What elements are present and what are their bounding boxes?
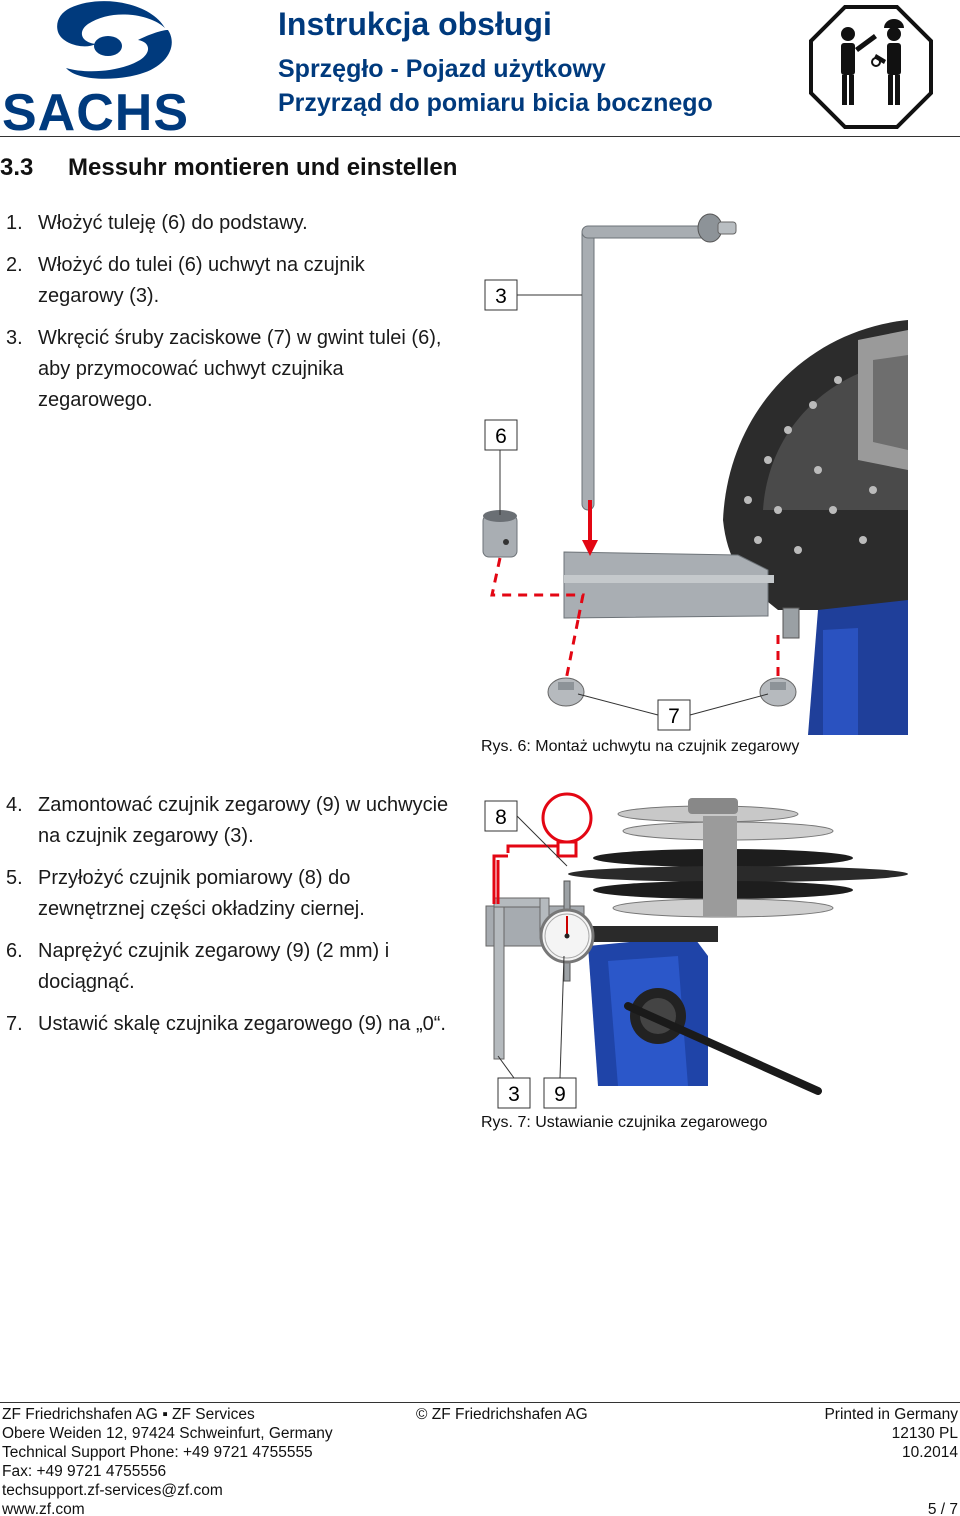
- list-item: [0, 936, 470, 998]
- step-text: Włożyć tuleję (6) do podstawy.: [38, 212, 308, 234]
- step-number: 7.: [6, 1013, 23, 1035]
- svg-text:3: 3: [508, 1083, 520, 1106]
- footer-website: www.zf.com: [2, 1501, 85, 1516]
- holder-rod: [582, 214, 736, 510]
- footer-line: Printed in Germany: [824, 1406, 958, 1423]
- steps-list-b: [0, 790, 470, 1051]
- footer-line: Fax: +49 9721 4755556: [2, 1463, 167, 1480]
- figure-caption-6: Rys. 6: Montaż uchwytu na czujnik zegarowy: [481, 738, 800, 755]
- footer-spacer: [824, 1462, 958, 1500]
- step-text: Zamontować czujnik zegarowy (9) w uchwycie na czujnik zegarowy (3).: [38, 794, 449, 847]
- list-item: [0, 250, 470, 312]
- safety-mechanic-icon: [808, 4, 934, 130]
- list-item: [0, 1009, 470, 1040]
- svg-text:6: 6: [495, 425, 507, 448]
- clutch-disc-image: [723, 320, 908, 735]
- clamp-screw-right: [760, 678, 796, 706]
- header-divider: [0, 136, 960, 137]
- doc-title: Instrukcja obsługi: [278, 6, 552, 42]
- step-text: Naprężyć czujnik zegarowy (9) (2 mm) i dociągnąć.: [38, 940, 390, 993]
- step-text: Wkręcić śruby zaciskowe (7) w gwint tulei (6), aby przymocować uchwyt czujnika zegarowego.: [38, 327, 442, 411]
- step-text: Ustawić skalę czujnika zegarowego (9) na „0“.: [38, 1013, 446, 1035]
- brand-name: SACHS: [2, 84, 190, 135]
- label-3: [498, 1078, 530, 1108]
- section-title: Messuhr montieren und einstellen: [68, 154, 458, 181]
- footer-divider: [0, 1402, 960, 1403]
- dial-gauge: [541, 881, 593, 981]
- label-6: [485, 420, 517, 450]
- footer-line: ZF Friedrichshafen AG ▪ ZF Services: [2, 1406, 255, 1423]
- step-text: Przyłożyć czujnik pomiarowy (8) do zewnętrznej części okładziny ciernej.: [38, 867, 365, 920]
- label-7: [658, 700, 690, 730]
- footer-line: Obere Weiden 12, 97424 Schweinfurt, Germany: [2, 1425, 333, 1442]
- svg-text:9: 9: [554, 1083, 566, 1106]
- sachs-logo-icon: [0, 0, 240, 135]
- footer-company-info: [2, 1405, 333, 1516]
- step-number: 5.: [6, 867, 23, 889]
- label-8: [485, 801, 517, 831]
- list-item: [0, 323, 470, 416]
- footer-line: Technical Support Phone: +49 9721 4755555: [2, 1444, 313, 1461]
- clamp-screw-left: [548, 678, 584, 706]
- footer-email: techsupport.zf-services@zf.com: [2, 1482, 223, 1499]
- footer-date: 10.2014: [901, 1444, 958, 1461]
- doc-subtitle-2: Przyrząd do pomiaru bicia bocznego: [278, 89, 713, 117]
- label-9: [544, 1078, 576, 1108]
- footer-print-info: [824, 1405, 958, 1516]
- footer-doc-number: 12130 PL: [891, 1425, 958, 1442]
- doc-subtitle-1: Sprzęgło - Pojazd użytkowy: [278, 55, 606, 83]
- list-item: [0, 863, 470, 925]
- section-number: 3.3: [0, 154, 34, 181]
- svg-text:8: 8: [495, 806, 507, 829]
- section-heading: [0, 154, 457, 182]
- step-number: 2.: [6, 254, 23, 276]
- step-text: Włożyć do tulei (6) uchwyt na czujnik zegarowy (3).: [38, 254, 365, 307]
- header-titles: [278, 4, 713, 120]
- step-number: 4.: [6, 794, 23, 816]
- footer-copyright: © ZF Friedrichshafen AG: [416, 1406, 588, 1423]
- sleeve-part: [483, 510, 517, 557]
- step-number: 3.: [6, 327, 23, 349]
- step-number: 1.: [6, 212, 23, 234]
- steps-list-a: [0, 208, 470, 427]
- svg-text:3: 3: [495, 285, 507, 308]
- figure-mounting-holder: [478, 210, 908, 735]
- figure-caption-7: Rys. 7: Ustawianie czujnika zegarowego: [481, 1114, 768, 1131]
- clutch-stack-image: [568, 798, 908, 917]
- step-number: 6.: [6, 940, 23, 962]
- page-number: 5 / 7: [927, 1501, 958, 1516]
- label-3: [485, 280, 517, 310]
- svg-text:7: 7: [668, 705, 680, 728]
- list-item: [0, 208, 470, 239]
- list-item: [0, 790, 470, 852]
- figure-dial-gauge-setup: [478, 786, 908, 1111]
